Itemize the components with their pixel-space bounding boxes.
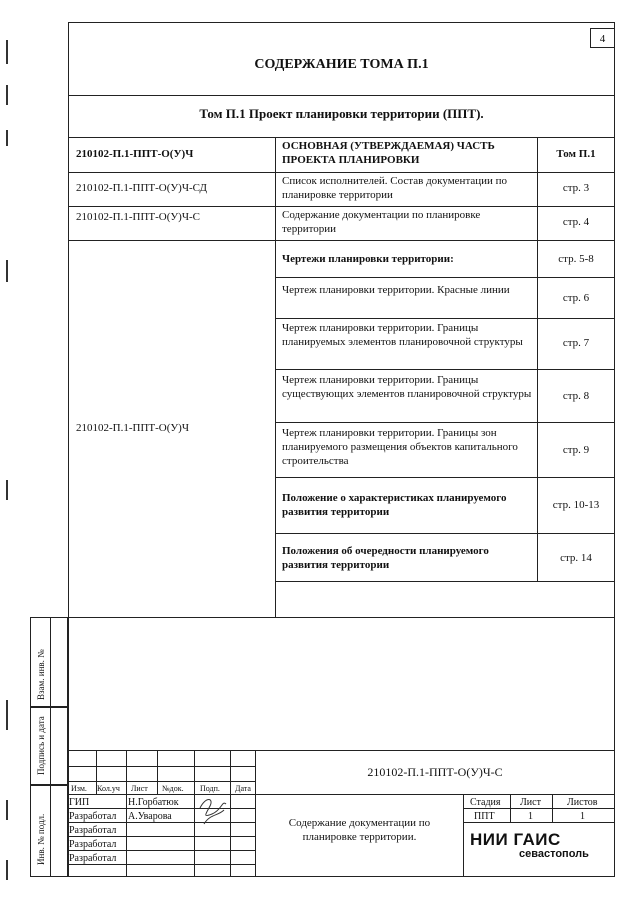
- stamp-line: [157, 750, 158, 794]
- col-header: Лист: [131, 784, 148, 793]
- org-logo-city: севастополь: [519, 848, 589, 860]
- sheet-value: 1: [528, 811, 533, 822]
- table-line: [68, 137, 615, 138]
- table-line: [68, 617, 615, 618]
- side-label-podpis: Подпись и дата: [36, 716, 46, 775]
- table-line: [275, 137, 276, 617]
- group-desc: Чертеж планировки территории. Границы планируемых элементов планировочной структуры: [282, 322, 523, 348]
- stamp-line: [463, 808, 615, 809]
- row-desc: Список исполнителей. Состав документации по планировке территории: [282, 175, 508, 201]
- stamp-line: [463, 822, 615, 823]
- row-code: 210102-П.1-ППТ-О(У)Ч-С: [76, 211, 200, 223]
- row-page: стр. 3: [562, 182, 590, 194]
- table-line: [275, 318, 615, 319]
- group-page: стр. 5-8: [558, 253, 594, 265]
- group-page: стр. 6: [562, 292, 590, 304]
- group-page: стр. 9: [562, 444, 590, 456]
- table-line: [68, 172, 615, 173]
- group-page: стр. 7: [562, 337, 590, 349]
- page-number: 4: [590, 28, 615, 48]
- group-desc: Чертеж планировки территории. Границы существующих элементов планировочной структуры: [282, 374, 532, 400]
- role-label: ГИП: [69, 797, 90, 808]
- divider: [68, 95, 615, 96]
- stamp-line: [68, 850, 255, 851]
- stamp-doc-title: Содержание документации по планировке территории.: [288, 817, 431, 843]
- volume-subtitle: Том П.1 Проект планировки территории (ППТ).: [199, 106, 484, 121]
- row-page: стр. 4: [562, 216, 590, 228]
- table-line: [537, 137, 538, 581]
- sheets-value: 1: [580, 811, 585, 822]
- group-desc: Чертеж планировки территории. Границы зон планируемого размещения объектов капитального строительства: [282, 427, 518, 467]
- group-page: стр. 8: [562, 390, 590, 402]
- scan-mark: [6, 130, 8, 146]
- col-header: Дата: [235, 784, 251, 793]
- group-desc: Чертеж планировки территории. Красные линии: [282, 284, 510, 296]
- header-code: 210102-П.1-ППТ-О(У)Ч: [76, 148, 194, 160]
- role-label: Разработал: [69, 839, 117, 850]
- col-header: №док.: [162, 784, 184, 793]
- stamp-line: [510, 794, 511, 822]
- side-label-inv: Инв. № подл.: [36, 813, 46, 865]
- scan-mark: [6, 480, 8, 500]
- group-desc: Чертежи планировки территории:: [282, 253, 454, 265]
- col-header: Подп.: [200, 784, 220, 793]
- signature-icon: [196, 794, 230, 830]
- sheet-label: Лист: [520, 797, 541, 808]
- stamp-line: [552, 794, 553, 822]
- stamp-line: [68, 750, 615, 751]
- stamp-line: [194, 750, 195, 877]
- stamp-line: [463, 794, 464, 877]
- col-header: Кол.уч: [97, 784, 120, 793]
- role-label: Разработал: [69, 811, 117, 822]
- page-title: СОДЕРЖАНИЕ ТОМА П.1: [254, 57, 429, 72]
- header-desc: ОСНОВНАЯ (УТВЕРЖДАЕМАЯ) ЧАСТЬ ПРОЕКТА ПЛАНИРОВКИ: [282, 140, 495, 166]
- group-page: стр. 10-13: [552, 499, 600, 511]
- table-line: [275, 369, 615, 370]
- col-header: Изм.: [71, 784, 87, 793]
- stamp-doc-code: 210102-П.1-ППТ-О(У)Ч-С: [367, 765, 503, 779]
- scan-mark: [6, 860, 8, 880]
- row-code: 210102-П.1-ППТ-О(У)Ч-СД: [76, 182, 207, 194]
- scan-mark: [6, 700, 8, 730]
- row-desc: Содержание документации по планировке территории: [282, 209, 481, 235]
- scan-mark: [6, 85, 8, 105]
- role-name: А.Уварова: [128, 811, 172, 822]
- scan-mark: [6, 40, 8, 64]
- group-desc: Положение о характеристиках планируемого развития территории: [282, 492, 507, 518]
- role-label: Разработал: [69, 853, 117, 864]
- stamp-line: [68, 794, 615, 795]
- side-label-vzam: Взам. инв. №: [36, 649, 46, 700]
- stamp-line: [126, 750, 127, 877]
- table-line: [275, 422, 615, 423]
- table-line: [275, 533, 615, 534]
- stage-value: ППТ: [474, 811, 495, 822]
- sheets-label: Листов: [567, 797, 598, 808]
- group-desc: Положения об очередности планируемого развития территории: [282, 545, 489, 571]
- role-name: Н.Горбатюк: [128, 797, 179, 808]
- stamp-line: [230, 750, 231, 877]
- group-code: 210102-П.1-ППТ-О(У)Ч: [76, 422, 189, 434]
- table-line: [275, 477, 615, 478]
- table-line: [68, 206, 615, 207]
- table-line: [68, 240, 615, 241]
- stamp-line: [68, 864, 255, 865]
- group-page: стр. 14: [560, 552, 592, 564]
- table-line: [275, 277, 615, 278]
- header-vol: Том П.1: [556, 148, 596, 160]
- scan-mark: [6, 260, 8, 282]
- scan-mark: [6, 800, 8, 820]
- table-line: [275, 581, 615, 582]
- stage-label: Стадия: [470, 797, 501, 808]
- stamp-line: [68, 836, 255, 837]
- role-label: Разработал: [69, 825, 117, 836]
- org-logo: НИИ ГАИС: [470, 830, 561, 849]
